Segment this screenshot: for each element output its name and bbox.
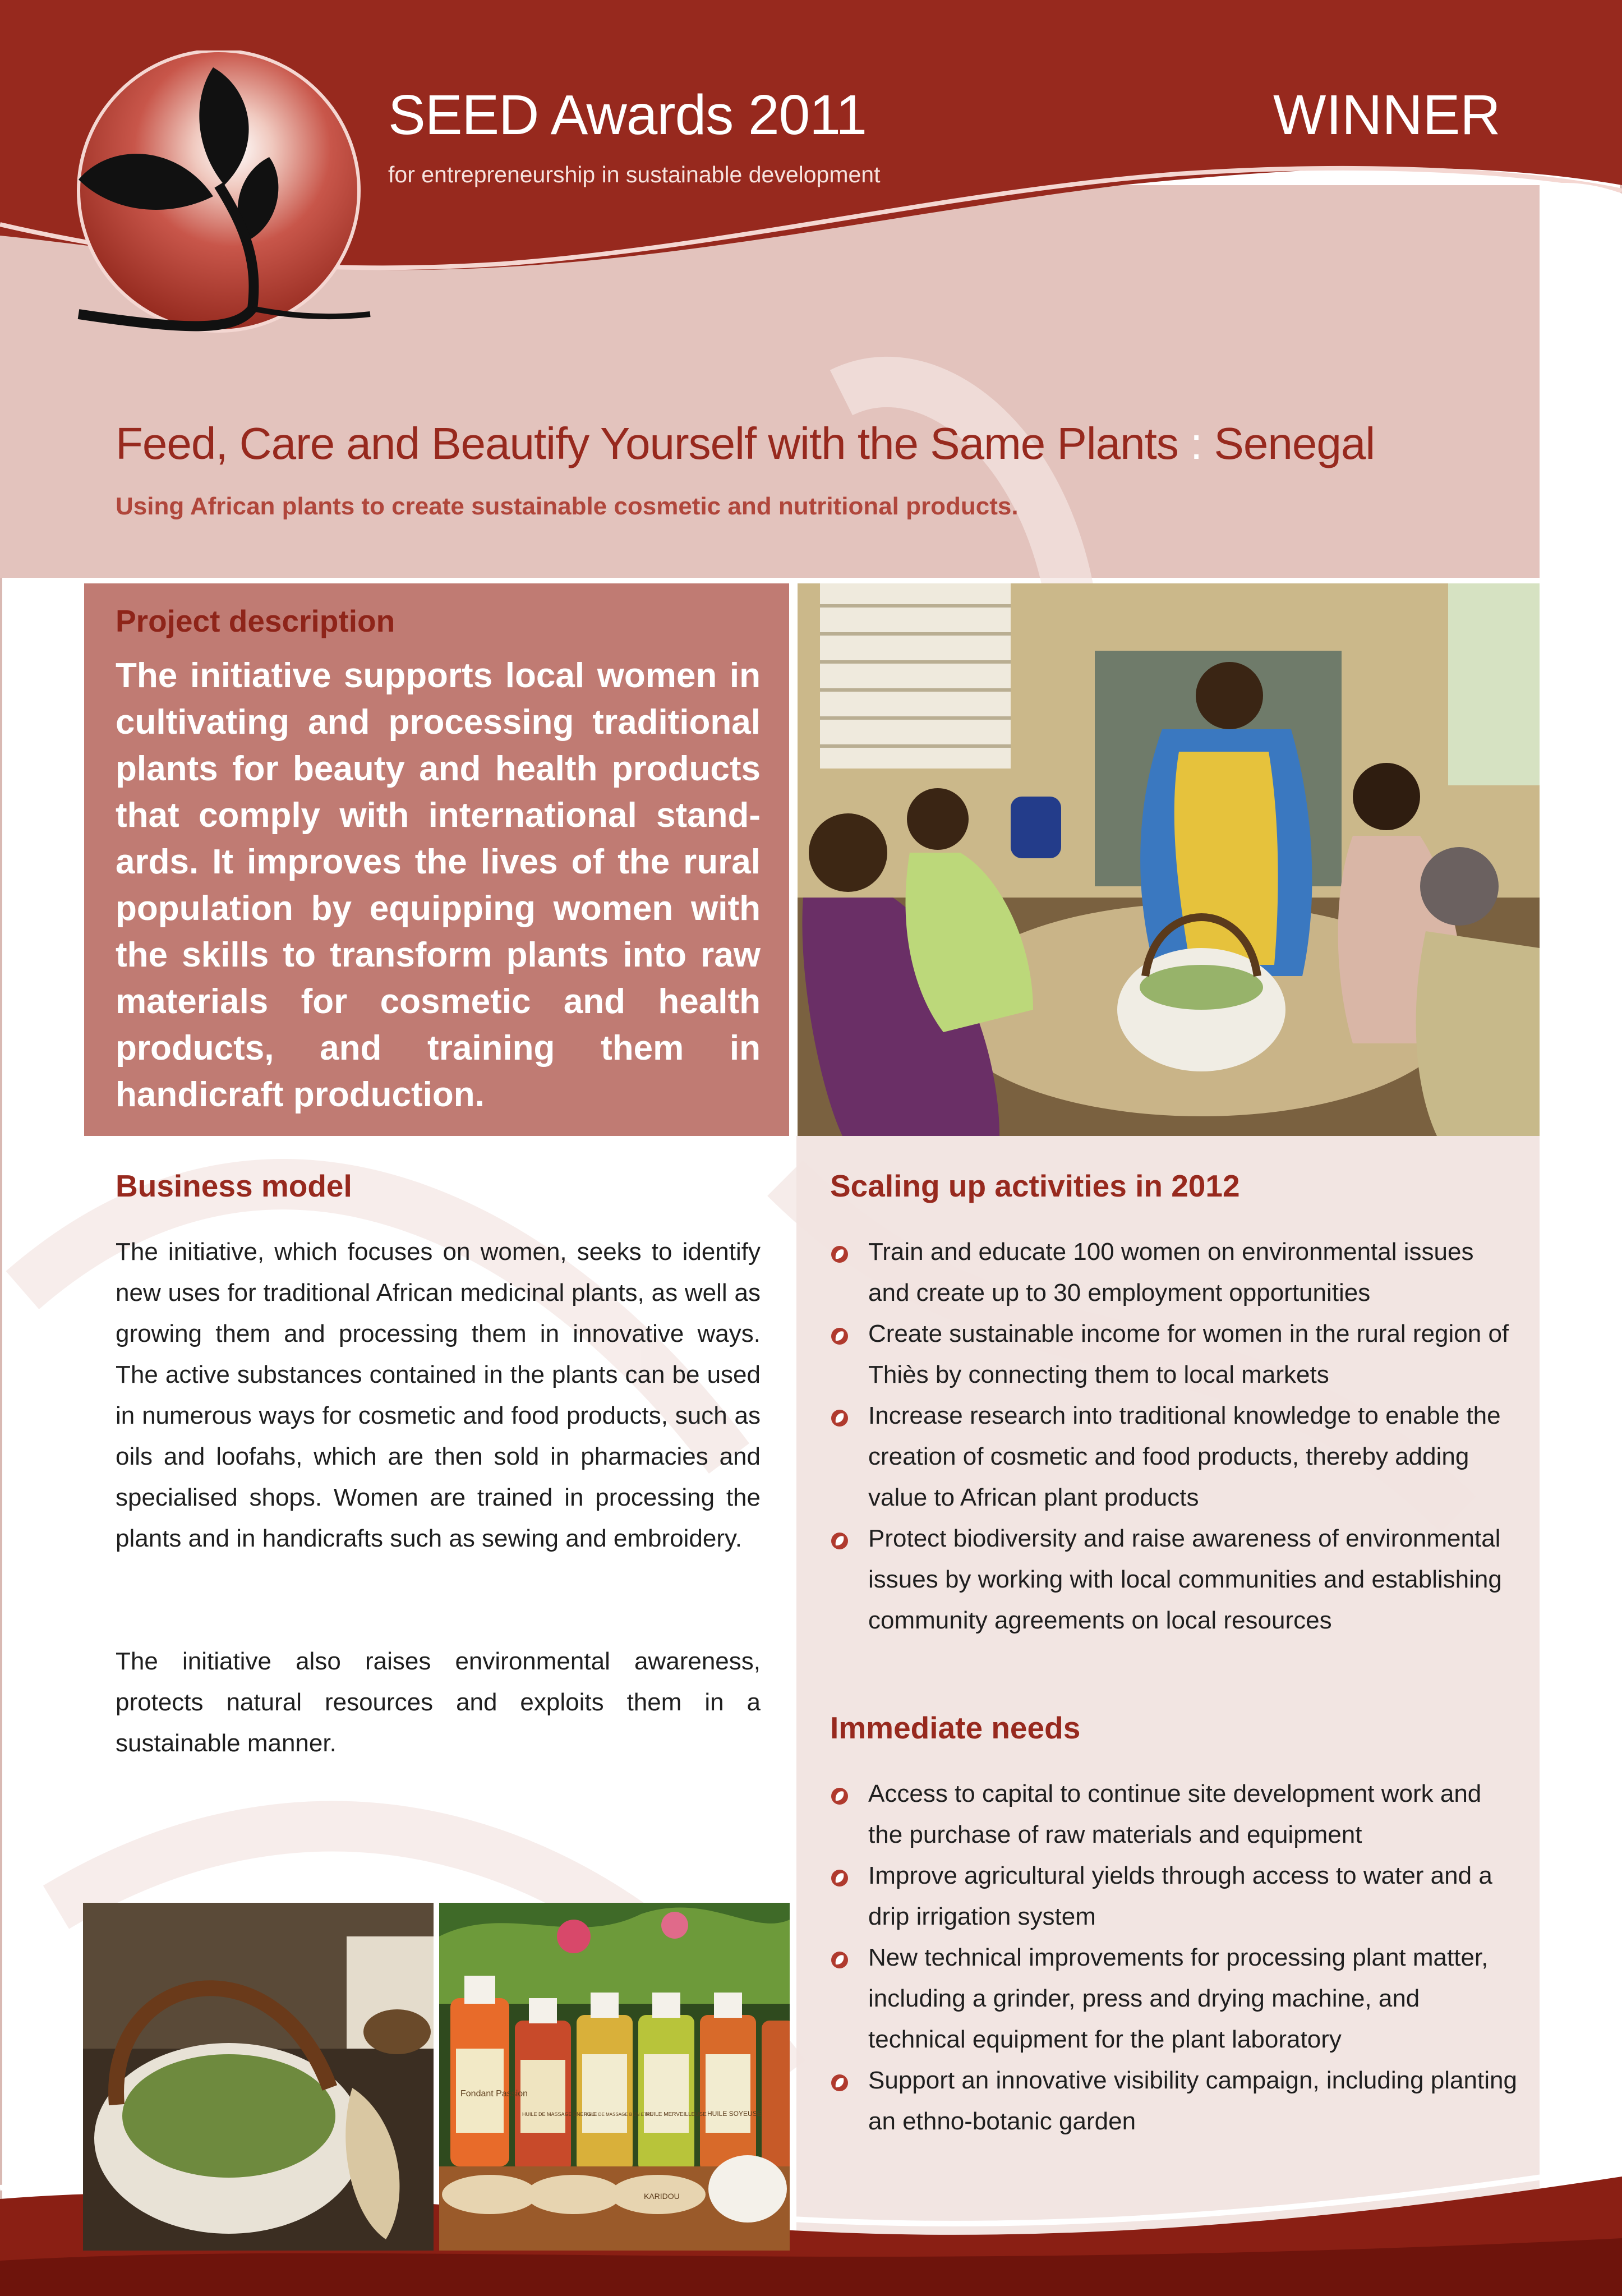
scaling-item-text: Create sustainable income for women in the rural region of Thiès by connecting them to local markets (868, 1320, 1509, 1388)
list-item (830, 1518, 1520, 1641)
needs-list (830, 1773, 1520, 2142)
title-separator: : (1190, 418, 1202, 468)
business-model-paragraph-2: The initiative also raises environmental awareness, protects natural resources and exploits them in a sustainable manner. (116, 1648, 761, 1757)
list-item (830, 1313, 1520, 1395)
bullet-icon (830, 1531, 849, 1550)
business-model-paragraph-1: The initiative, which focuses on women, seeks to identify new uses for traditional African medicinal plants, as well as growing them and processing them in innovative ways. The active substances contained in the plants can be used in numerous ways for cosmetic and food products, such as oils and loofahs, which are then sold in pharmacies and specialised shops. Women are trained in processing the plants and in handicrafts such as sewing and embroidery. (116, 1238, 761, 1552)
scaling-item-text: Train and educate 100 women on environmental issues and create up to 30 employment opportunities (868, 1238, 1474, 1306)
project-country: Senegal (1214, 418, 1375, 468)
business-model-heading: Business model (116, 1168, 352, 1203)
list-item (830, 1855, 1520, 1937)
project-name: Feed, Care and Beautify Yourself with the Same Plants (116, 418, 1178, 468)
product-label: HUILE DE MASSAGE ENERGIE (522, 2111, 596, 2117)
description-heading: Project description (116, 604, 395, 638)
bullet-icon (830, 1787, 849, 1806)
products-photo (439, 1903, 790, 2251)
list-item (830, 2060, 1520, 2142)
list-item (830, 1231, 1520, 1313)
women-workshop-photo (798, 583, 1540, 1136)
scaling-item-text: Protect biodiversity and raise awareness of environmental issues by working with local communities and establishing community agreements on local resources (868, 1525, 1502, 1634)
herb-basket-photo (83, 1903, 434, 2251)
bullet-icon (830, 1950, 849, 1970)
product-label: HUILE DE MASSAGE BIEN ETRE (584, 2112, 653, 2117)
product-label: HUILE SOYEUSE (707, 2110, 762, 2118)
scaling-list (830, 1231, 1520, 1641)
list-item (830, 1773, 1520, 1855)
project-title (116, 418, 1375, 470)
bullet-icon (830, 1409, 849, 1428)
winner-badge: WINNER (1273, 84, 1501, 146)
bullet-icon (830, 1245, 849, 1264)
product-label: KARIDOU (644, 2192, 680, 2201)
bullet-icon (830, 2073, 849, 2092)
bullet-icon (830, 1869, 849, 1888)
scaling-heading: Scaling up activities in 2012 (830, 1168, 1240, 1203)
needs-item-text: Access to capital to continue site development work and the purchase of raw materials and equipment (868, 1780, 1482, 1848)
needs-heading: Immediate needs (830, 1710, 1081, 1745)
awards-tagline: for entrepreneurship in sustainable development (388, 162, 881, 187)
product-label: HUILE MERVEILLEUSE (646, 2111, 707, 2118)
product-label: Fondant Passion (460, 2089, 528, 2099)
list-item (830, 1395, 1520, 1518)
scaling-item-text: Increase research into traditional knowledge to enable the creation of cosmetic and food products, thereby adding value to African plant products (868, 1402, 1501, 1511)
awards-title: SEED Awards 2011 (388, 84, 867, 146)
seed-logo-icon (67, 50, 381, 365)
needs-item-text: Improve agricultural yields through access to water and a drip irrigation system (868, 1862, 1492, 1930)
bullet-icon (830, 1327, 849, 1346)
project-subtitle: Using African plants to create sustainable cosmetic and nutritional products. (116, 493, 1019, 520)
list-item (830, 1937, 1520, 2060)
needs-item-text: Support an innovative visibility campaign, including planting an ethno-botanic garden (868, 2067, 1517, 2135)
needs-item-text: New technical improvements for processing plant matter, including a grinder, press and drying machine, and technical equipment for the plant laboratory (868, 1944, 1489, 2053)
description-text: The initiative supports local women in cultivating and processing traditional plants for beauty and health products that comply with international stand-ards. It improves the lives of the rural population by equipping women with the skills to transform plants into raw materials for cosmetic and health products, and training them in handicraft production. (116, 656, 761, 1114)
